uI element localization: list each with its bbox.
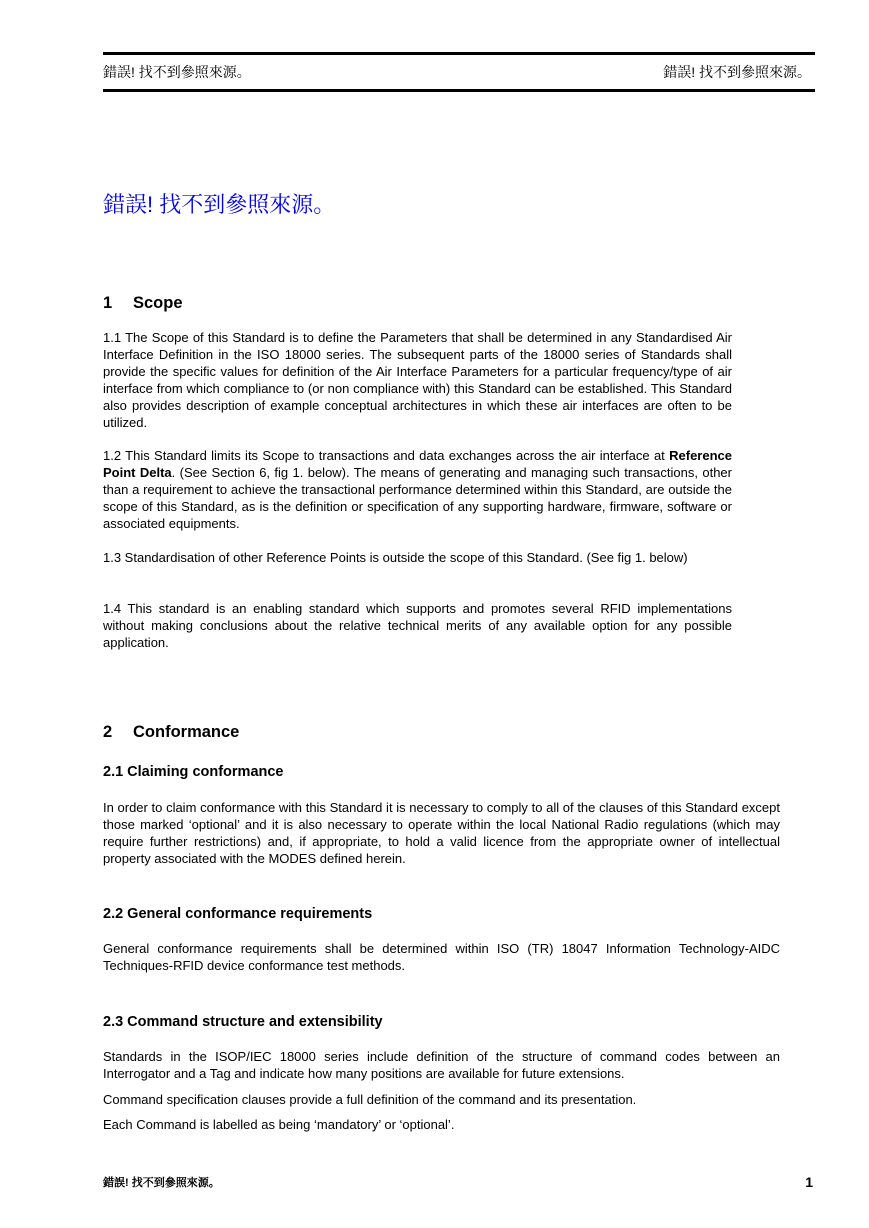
section-2-2-heading: 2.2 General conformance requirements <box>103 906 373 922</box>
paragraph-1-3: 1.3 Standardisation of other Reference Points is outside the scope of this Standard. (See fig 1. below) <box>103 550 688 565</box>
paragraph-2-2: General conformance requirements shall be determined within ISO (TR) 18047 Information Technology-AIDC Techniques-RFID device conformance test methods. <box>103 941 780 973</box>
header-top-rule <box>103 52 815 55</box>
section-2-title: Conformance <box>133 723 240 741</box>
section-1-title: Scope <box>133 294 183 312</box>
paragraph-2-3-b: Command specification clauses provide a full definition of the command and its presentation. <box>103 1092 637 1107</box>
paragraph-1-2-prefix: 1.2 This Standard limits its Scope to transactions and data exchanges across the air interface at <box>103 448 670 463</box>
page-number: 1 <box>805 1174 813 1190</box>
paragraph-1-2-suffix: . (See Section 6, fig 1. below). The means of generating and managing such transactions, other than a requirement to achieve the transactional performance determined within this Standard, are outside the scope of this Standard, as is the definition or specification of any supporting hardware, firmware, software or associated equipments. <box>103 465 732 531</box>
section-2-1-heading: 2.1 Claiming conformance <box>103 764 284 780</box>
paragraph-1-2 <box>103 447 732 532</box>
section-2-3-heading: 2.3 Command structure and extensibility <box>103 1014 383 1030</box>
footer-left-text: 錯誤! 找不到參照來源。 <box>103 1177 220 1189</box>
paragraph-2-3-c: Each Command is labelled as being ‘mandatory’ or ‘optional’. <box>103 1117 455 1132</box>
paragraph-2-1: In order to claim conformance with this Standard it is necessary to comply to all of the clauses of this Standard except those marked ‘optional’ and it is also necessary to operate within the local National Radio regulations (which may require further restrictions) and, if appropriate, to hold a valid licence from the appropriate owner of intellectual property associated with the MODES defined herein. <box>103 800 780 866</box>
paragraph-2-3-a: Standards in the ISOP/IEC 18000 series include definition of the structure of command codes between an Interrogator and a Tag and indicate how many positions are available for future extensions. <box>103 1049 780 1081</box>
paragraph-1-1: 1.1 The Scope of this Standard is to define the Parameters that shall be determined in any Standardised Air Interface Definition in the ISO 18000 series. The subsequent parts of the 18000 series of Standards shall provide the specific values for definition of the Air Interface Parameters for a particular frequency/type of air interface from which compliance to (or non compliance with) this Standard can be established. This Standard also provides description of example conceptual architectures in which these air interfaces are often to be utilized. <box>103 330 732 430</box>
header-left-text: 錯誤! 找不到參照來源。 <box>103 64 251 80</box>
section-1-number: 1 <box>103 294 113 312</box>
reference-point-delta: Reference Point Delta <box>103 448 732 480</box>
paragraph-1-4: 1.4 This standard is an enabling standard which supports and promotes several RFID implementations without making conclusions about the relative technical merits of any available option for any possible application. <box>103 601 732 650</box>
header-bottom-rule <box>103 89 815 92</box>
section-2-heading <box>103 722 239 742</box>
section-2-number: 2 <box>103 723 113 741</box>
section-1-heading <box>103 293 183 313</box>
header-right-text: 錯誤! 找不到參照來源。 <box>663 64 811 80</box>
document-title[interactable]: 錯誤! 找不到參照來源。 <box>103 192 336 217</box>
